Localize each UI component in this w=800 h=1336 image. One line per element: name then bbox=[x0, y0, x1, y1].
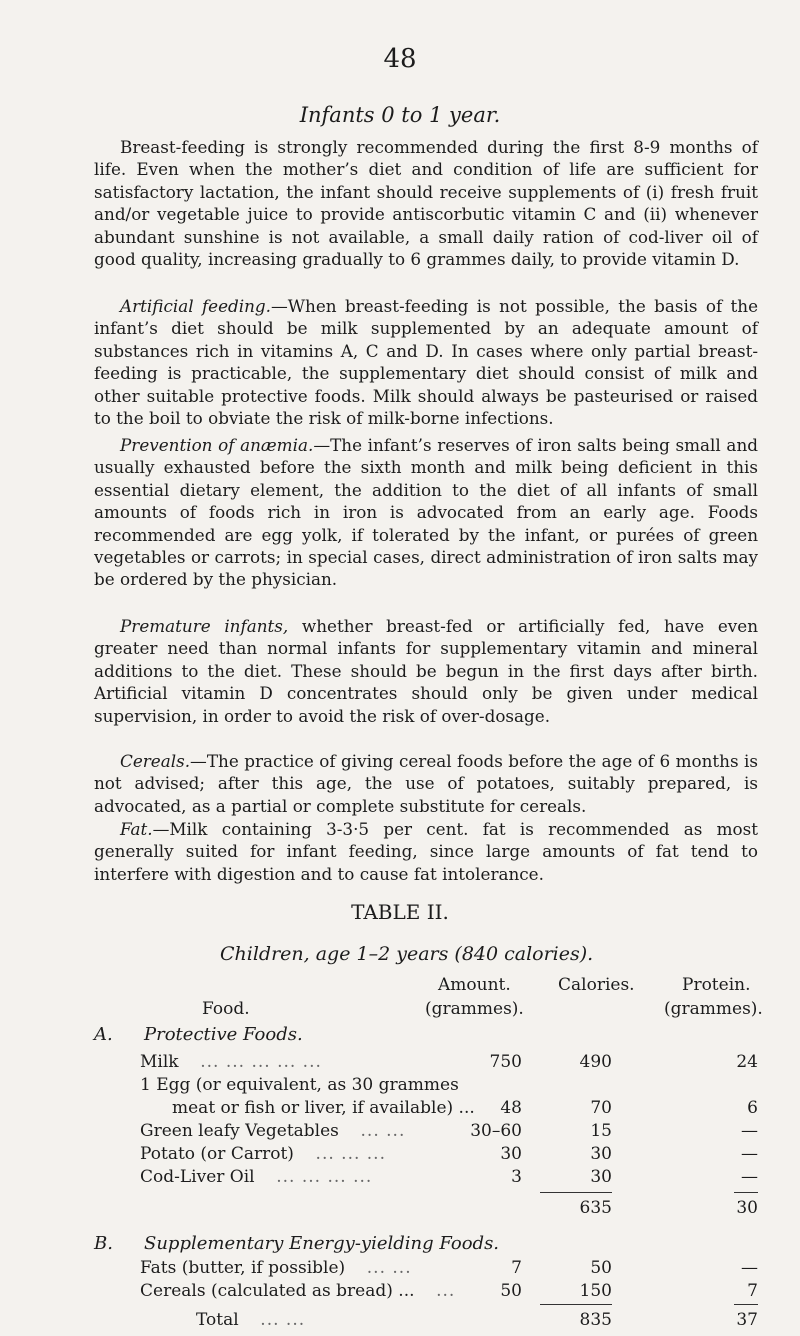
row-label-cereals bbox=[140, 1281, 455, 1301]
total-rule-calories bbox=[540, 1304, 612, 1305]
cell-protein: 6 bbox=[747, 1098, 758, 1118]
paragraph-prevention-anaemia bbox=[94, 434, 758, 591]
row-label-potato bbox=[140, 1144, 386, 1164]
paragraph-lead: Fat. bbox=[120, 819, 153, 839]
cell-calories: 70 bbox=[590, 1098, 612, 1118]
paragraph-premature-infants bbox=[94, 615, 758, 727]
group-b-letter: B. bbox=[94, 1233, 113, 1254]
paragraph-fat bbox=[94, 818, 758, 885]
cell-calories: 50 bbox=[590, 1258, 612, 1278]
paragraph-artificial-feeding bbox=[94, 295, 758, 429]
cell-calories: 490 bbox=[579, 1052, 612, 1072]
food-name: Cereals (calculated as bread) ... bbox=[140, 1281, 415, 1301]
paragraph-text: whether breast-fed or artificially fed, have even greater need than normal infants for supplementary vitamin and mineral additions to the diet. These should be begun in the first days after birth. Artificial vitamin D concentrates should only be given under medical supervision, in order to avoid the risk of over-dosage. bbox=[94, 616, 759, 726]
header-food: Food. bbox=[202, 999, 250, 1019]
total-rule-protein bbox=[734, 1304, 758, 1305]
cell-protein: — bbox=[741, 1121, 758, 1141]
leader-dots: ... ... bbox=[360, 1121, 406, 1141]
paragraph-lead: Prevention of anæmia. bbox=[120, 435, 314, 455]
cell-calories: 15 bbox=[590, 1121, 612, 1141]
leader-dots: ... ... bbox=[366, 1258, 412, 1278]
table-caption: Children, age 1–2 years (840 calories). bbox=[220, 943, 594, 965]
subtotal-calories: 635 bbox=[579, 1198, 612, 1218]
food-name: Fats (butter, if possible) bbox=[140, 1258, 346, 1278]
cell-amount: 7 bbox=[511, 1258, 522, 1278]
cell-calories: 30 bbox=[590, 1144, 612, 1164]
paragraph-breast-feeding bbox=[94, 136, 758, 270]
paragraph-text: —The practice of giving cereal foods before the age of 6 months is not advised; after this age, the use of potatoes, suitably prepared, is advocated, as a partial or complete substitute for cereals. bbox=[94, 751, 758, 816]
food-name: Green leafy Vegetables bbox=[140, 1121, 339, 1141]
cell-protein: 24 bbox=[736, 1052, 758, 1072]
subtotal-protein: 30 bbox=[736, 1198, 758, 1218]
leader-dots: ... ... bbox=[260, 1310, 306, 1330]
header-amount: Amount. bbox=[438, 975, 511, 995]
subtotal-rule-calories bbox=[540, 1192, 612, 1193]
group-b-title: Supplementary Energy-yielding Foods. bbox=[144, 1233, 500, 1254]
subtotal-rule-protein bbox=[734, 1192, 758, 1193]
page-number: 48 bbox=[383, 44, 417, 74]
group-a-title: Protective Foods. bbox=[144, 1024, 303, 1045]
table-title: TABLE II. bbox=[351, 900, 449, 924]
cell-amount: 30–60 bbox=[470, 1121, 522, 1141]
paragraph-text: —Milk containing 3-3·5 per cent. fat is recommended as most generally suited for infant feeding, since large amounts of fat tend to interfere with digestion and to cause fat intolerance. bbox=[94, 819, 758, 884]
cell-amount: 750 bbox=[489, 1052, 522, 1072]
paragraph-lead: Artificial feeding. bbox=[120, 296, 272, 316]
cell-amount: 48 bbox=[500, 1098, 522, 1118]
row-label-milk bbox=[140, 1052, 322, 1072]
row-label-egg-continued: meat or fish or liver, if available) ... bbox=[172, 1098, 475, 1118]
total-protein: 37 bbox=[736, 1310, 758, 1330]
food-name: Potato (or Carrot) bbox=[140, 1144, 294, 1164]
header-calories: Calories. bbox=[558, 975, 635, 995]
cell-calories: 30 bbox=[590, 1167, 612, 1187]
cell-protein: 7 bbox=[747, 1281, 758, 1301]
cell-protein: — bbox=[741, 1258, 758, 1278]
cell-amount: 50 bbox=[500, 1281, 522, 1301]
leader-dots: ... ... ... ... bbox=[276, 1167, 373, 1187]
header-amount-unit: (grammes). bbox=[425, 999, 524, 1019]
paragraph-cereals bbox=[94, 750, 758, 817]
food-name: Milk bbox=[140, 1052, 179, 1072]
row-label-total bbox=[196, 1310, 305, 1330]
row-label-fats bbox=[140, 1258, 412, 1278]
paragraph-lead: Premature infants, bbox=[120, 616, 289, 636]
food-name: Cod-Liver Oil bbox=[140, 1167, 255, 1187]
total-calories: 835 bbox=[579, 1310, 612, 1330]
cell-amount: 30 bbox=[500, 1144, 522, 1164]
leader-dots: ... bbox=[436, 1281, 456, 1301]
paragraph-text: —The infant’s reserves of iron salts being small and usually exhausted before the sixth month and milk being deficient in this essential dietary element, the addition to the diet of all infants of small amounts of foods rich in iron is advocated from an early age. Foods recommended are egg yolk, if tolerated by the infant, or purées of green vegetables or carrots; in special cases, direct administration of iron salts may be ordered by the physician. bbox=[94, 435, 758, 590]
leader-dots: ... ... ... ... ... bbox=[200, 1052, 322, 1072]
section-heading: Infants 0 to 1 year. bbox=[299, 103, 501, 127]
group-a-letter: A. bbox=[94, 1024, 113, 1045]
paragraph-lead: Cereals. bbox=[120, 751, 191, 771]
row-label-cod-liver-oil bbox=[140, 1167, 372, 1187]
paragraph-text: —When breast-feeding is not possible, the basis of the infant’s diet should be milk supplemented by an adequate amount of substances rich in vitamins A, C and D. In cases where only partial breast-feeding is practicable, the supplementary diet should consist of milk and other suitable protective foods. Milk should always be pasteurised or raised to the boil to obviate the risk of milk-borne infections. bbox=[94, 296, 758, 429]
header-protein-unit: (grammes). bbox=[664, 999, 763, 1019]
header-protein: Protein. bbox=[682, 975, 751, 995]
cell-protein: — bbox=[741, 1167, 758, 1187]
cell-protein: — bbox=[741, 1144, 758, 1164]
row-label-green-vegetables bbox=[140, 1121, 405, 1141]
cell-calories: 150 bbox=[579, 1281, 612, 1301]
cell-amount: 3 bbox=[511, 1167, 522, 1187]
paragraph-text: Breast-feeding is strongly recommended during the first 8-9 months of life. Even when the mother’s diet and condition of life are sufficient for satisfactory lactation, the infant should receive supplements of (i) fresh fruit and/or vegetable juice to provide antiscorbutic vitamin C and (ii) whenever abundant sunshine is not available, a small daily ration of cod-liver oil of good quality, increasing gradually to 6 grammes daily, to provide vitamin D. bbox=[94, 137, 758, 270]
total-label: Total bbox=[196, 1310, 239, 1330]
row-label-egg: 1 Egg (or equivalent, as 30 grammes bbox=[140, 1075, 459, 1095]
leader-dots: ... ... ... bbox=[315, 1144, 386, 1164]
